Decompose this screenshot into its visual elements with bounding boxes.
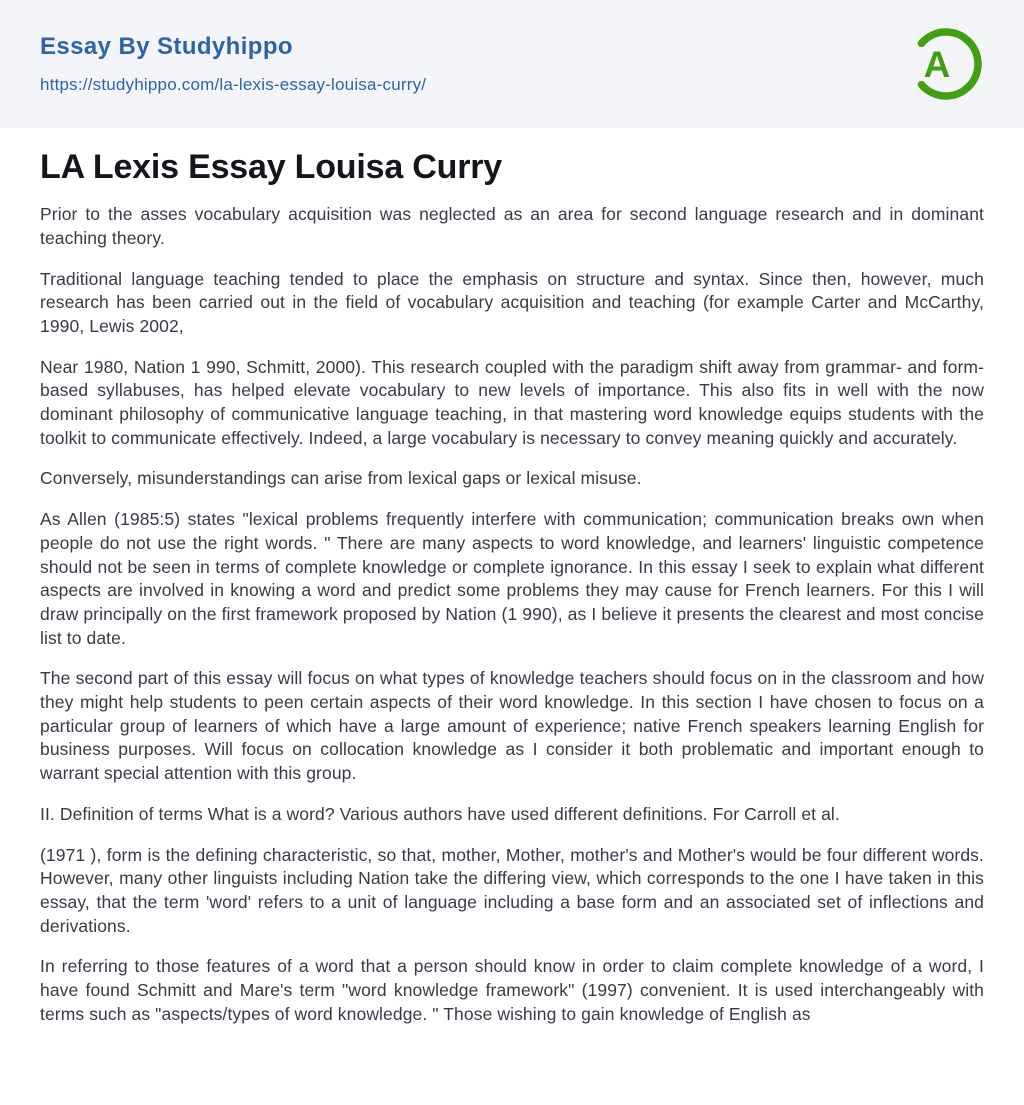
essay-paragraph-4: Conversely, misunderstandings can arise from lexical gaps or lexical misuse.	[40, 468, 642, 489]
essay-paragraph-9: In referring to those features of a word that a person should know in order to claim complete knowledge of a word, I have found Schmitt and Mare's term "word knowledge framework" (1997) convenient. It is used interchangeably with terms such as "aspects/types of word knowledge. " Those wishing to gain knowledge of English as	[40, 956, 984, 1024]
essay-paragraph-5: As Allen (1985:5) states "lexical problems frequently interfere with communication; communication breaks own when people do not use the right words. " There are many aspects to word knowledge, and learners' linguistic competence should not be seen in terms of complete knowledge or complete ignorance. In this essay I seek to explain what different aspects are involved in knowing a word and predict some problems they may cause for French learners. For this I will draw principally on the first framework proposed by Nation (1 990), as I believe it presents the clearest and most concise list to date.	[40, 509, 984, 648]
essay-paragraph-7: II. Definition of terms What is a word? Various authors have used different definitions. For Carroll et al.	[40, 803, 840, 824]
essay-paragraph-8: (1971 ), form is the defining characteristic, so that, mother, Mother, mother's and Mother's would be four different words. However, many other linguists including Nation take the differing view, which corresponds to the one I have taken in this essay, that the term 'word' refers to a unit of language including a base form and an associated set of inflections and derivations.	[40, 844, 984, 936]
essay-paragraph-6: The second part of this essay will focus on what types of knowledge teachers should focus on in the classroom and how they might help students to peen certain aspects of their word knowledge. In this section I have chosen to focus on a particular group of learners of which have a large amount of experience; native French speakers learning English for business purposes. Will focus on collocation knowledge as I consider it both problematic and important enough to warrant special attention with this group.	[40, 668, 984, 784]
essay-paragraph-3: Near 1980, Nation 1 990, Schmitt, 2000). This research coupled with the paradigm shift away from grammar- and form- based syllabuses, has helped elevate vocabulary to new levels of importance. This also fits in well with the now dominant philosophy of communicative language teaching, in that mastering word knowledge equips students with the toolkit to communicate effectively. Indeed, a large vocabulary is necessary to convey meaning quickly and accurately.	[40, 356, 984, 448]
essay-paragraph-1: Prior to the asses vocabulary acquisition was neglected as an area for second language research and in dominant teaching theory.	[40, 204, 984, 248]
studyhippo-logo	[908, 26, 984, 102]
page-header	[0, 0, 1024, 128]
essay-paragraph-2: Traditional language teaching tended to place the emphasis on structure and syntax. Since then, however, much research has been carried out in the field of vocabulary acquisition and teaching (for example Carter and McCarthy, 1990, Lewis 2002,	[40, 268, 984, 336]
essay-body	[0, 148, 1024, 1026]
header-text-block	[40, 33, 426, 95]
byline: Essay By Studyhippo	[40, 33, 293, 61]
source-url-link[interactable]: https://studyhippo.com/la-lexis-essay-louisa-curry/	[40, 74, 427, 94]
logo-letter: A	[923, 44, 951, 85]
page-title: LA Lexis Essay Louisa Curry	[40, 148, 502, 186]
